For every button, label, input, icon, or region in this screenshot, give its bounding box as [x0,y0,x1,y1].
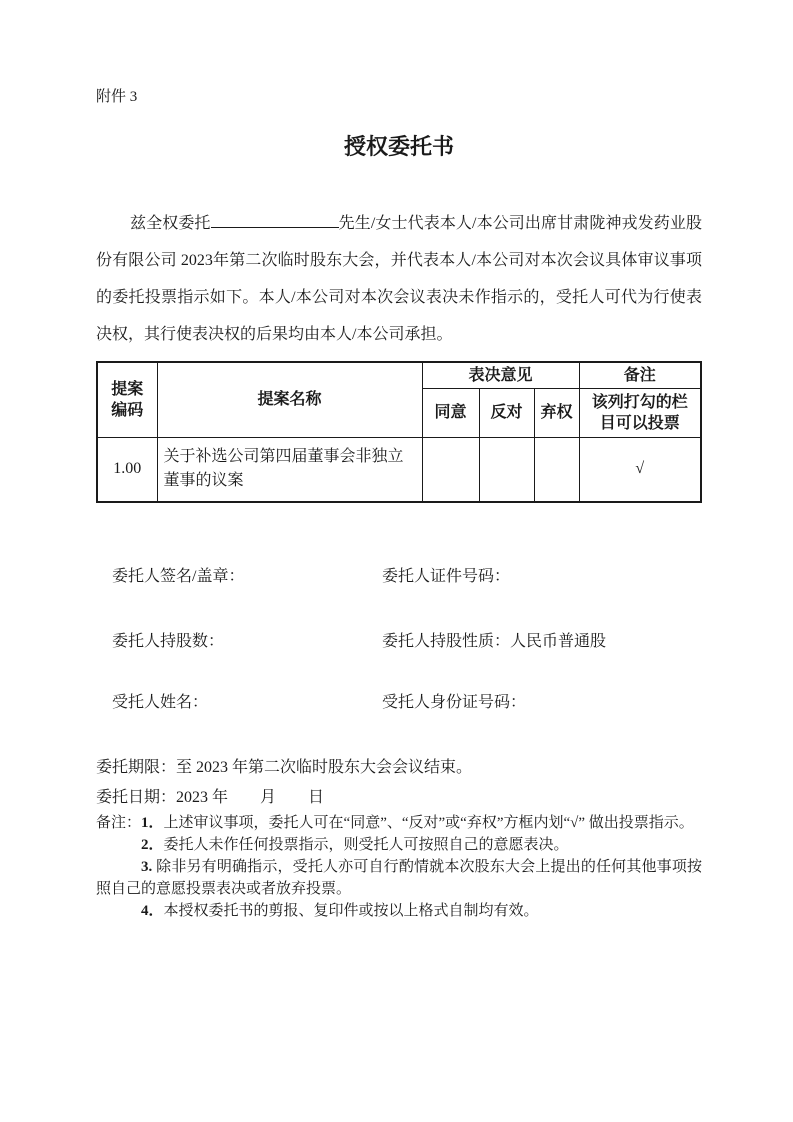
table-row [97,437,701,502]
note-item-1 [96,812,702,834]
note-item-2 [96,834,702,856]
notes-section [96,812,702,922]
delegation-term: 委托期限：至 2023 年第二次临时股东大会会议结束。 [96,759,473,776]
remark-checkmark-cell: √ [579,437,701,502]
intro-lead: 兹全权委托 [130,215,211,232]
note-4-number: 4． [141,903,164,919]
delegation-date: 委托日期：2023 年 月 日 [96,789,325,806]
notes-prefix: 备注： [96,815,142,831]
proposal-name-cell: 关于补选公司第四届董事会非独立董事的议案 [157,437,422,502]
col-header-proposal-name: 提案名称 [157,362,422,437]
col-header-remark-note: 该列打勾的栏目可以投票 [579,388,701,437]
col-header-voting-opinion: 表决意见 [422,362,579,388]
note-1-text: 上述审议事项，委托人可在“同意”、“反对”或“弃权”方框内划“√” 做出投票指示。 [163,815,694,831]
col-header-remark: 备注 [579,362,701,388]
col-header-abstain: 弃权 [534,388,579,437]
agree-vote-cell [422,437,479,502]
trustee-name-label: 受托人姓名： [112,694,209,711]
note-2-text: 委托人未作任何投票指示，则受托人可按照自己的意愿表决。 [163,837,569,853]
note-3-text: 除非另有明确指示，受托人亦可自行酌情就本次股东大会上提出的任何其他事项按照自己的意愿投票表决或者放弃投票。 [96,859,702,897]
note-4-text: 本授权委托书的剪报、复印件或按以上格式自制均有效。 [163,903,539,919]
col-header-oppose: 反对 [479,388,534,437]
intro-body: 先生/女士代表本人/本公司出席甘肃陇神戎发药业股份有限公司 2023年第二次临时股东大会，并代表本人/本公司对本次会议具体审议事项的委托投票指示如下。本人/本公司对本次会议表决未作指示的，受托人可代为行使表决权，其行使表决权的后果均由本人/本公司承担。 [96,215,702,343]
principal-signature-label: 委托人签名/盖章： [112,568,245,585]
col-header-proposal-code: 提案编码 [97,362,157,437]
note-3-number: 3. [141,859,157,875]
proposal-code-cell: 1.00 [97,437,157,502]
principal-id-label: 委托人证件号码： [382,568,511,585]
note-1-number: 1． [141,815,164,831]
principal-shares-label: 委托人持股数： [112,633,225,650]
field-row-trustee [112,691,702,715]
trustee-id-label: 受托人身份证号码： [382,694,527,711]
oppose-vote-cell [479,437,534,502]
abstain-vote-cell [534,437,579,502]
note-item-4 [96,900,702,922]
principal-share-type-label: 委托人持股性质：人民币普通股 [382,633,607,650]
field-row-shares [112,630,702,654]
principal-name-blank [211,214,339,228]
field-row-signature-id [112,565,702,589]
col-header-agree: 同意 [422,388,479,437]
note-item-3 [96,856,702,900]
intro-paragraph [96,205,702,353]
document-title: 授权委托书 [343,134,454,159]
voting-instruction-table [96,361,702,503]
note-2-number: 2． [141,837,164,853]
signature-fields [96,565,702,810]
attachment-label: 附件 3 [96,89,138,105]
